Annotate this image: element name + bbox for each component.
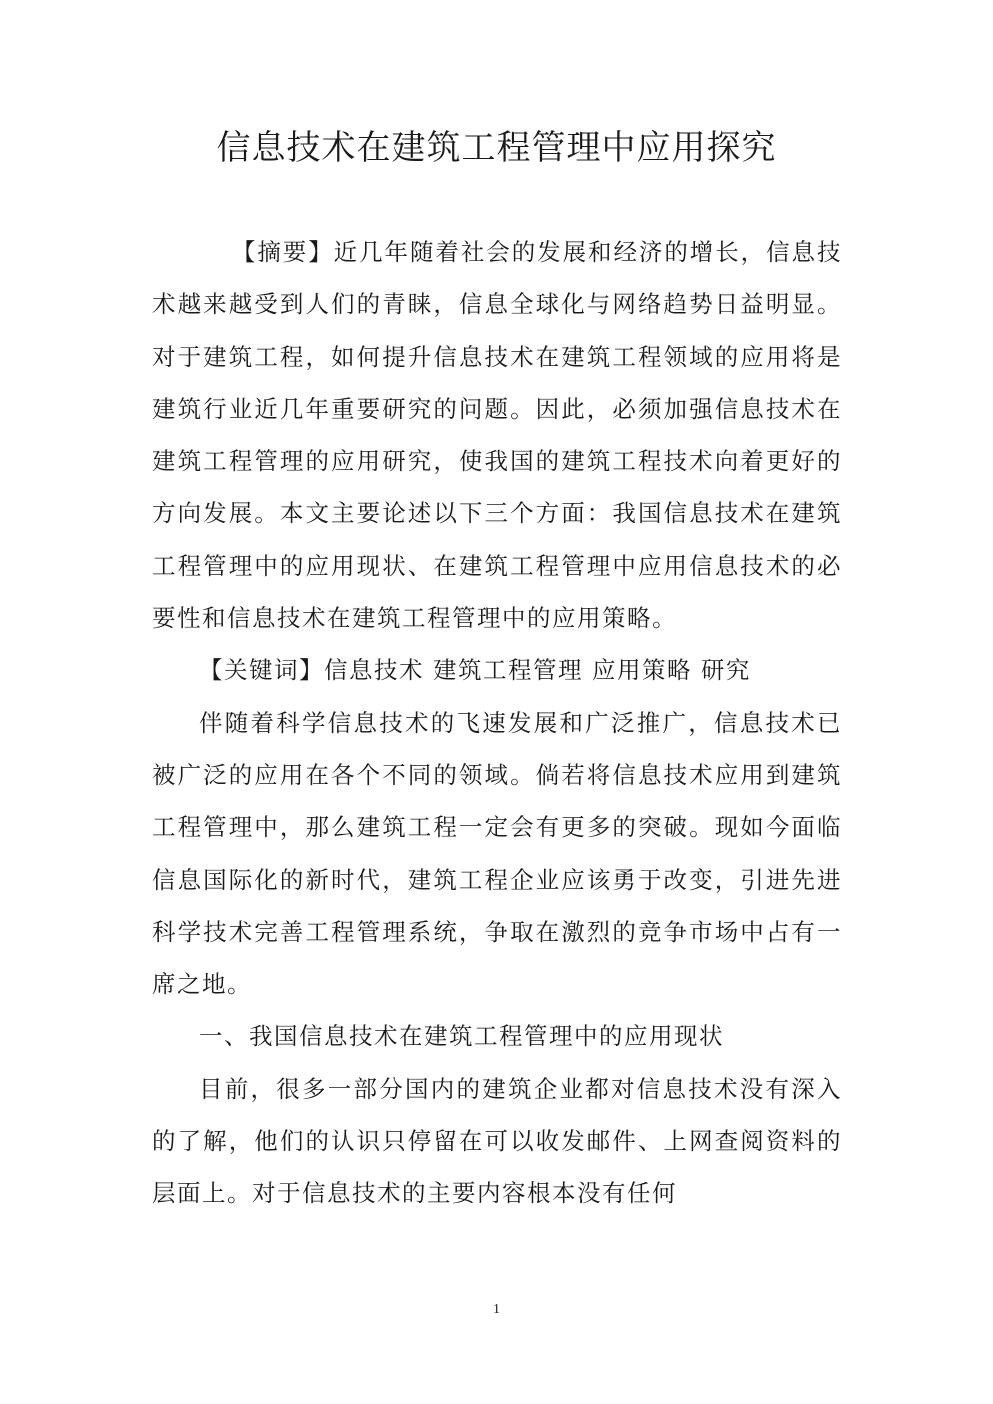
document-title: 信息技术在建筑工程管理中应用探究 [216,128,777,168]
section-paragraph: 目前，很多一部分国内的建筑企业都对信息技术没有深入的了解，他们的认识只停留在可以收发邮件、上网查阅资料的层面上。对于信息技术的主要内容根本没有任何 [152,1074,842,1208]
document-body [152,226,842,1220]
keywords-paragraph: 【关键词】信息技术 建筑工程管理 应用策略 研究 [199,656,751,685]
section-heading: 一、我国信息技术在建筑工程管理中的应用现状 [199,1022,724,1051]
intro-paragraph: 伴随着科学信息技术的飞速发展和广泛推广，信息技术已被广泛的应用在各个不同的领域。倘若将信息技术应用到建筑工程管理中，那么建筑工程一定会有更多的突破。现如今面临信息国际化的新时代，建筑工程企业应该勇于改变，引进先进科学技术完善工程管理系统，争取在激烈的竞争市场中占有一席之地。 [152,708,842,999]
abstract-paragraph: 【摘要】近几年随着社会的发展和经济的增长，信息技术越来越受到人们的青睐，信息全球化与网络趋势日益明显。对于建筑工程，如何提升信息技术在建筑工程领域的应用将是建筑行业近几年重要研究的问题。因此，必须加强信息技术在建筑工程管理的应用研究，使我国的建筑工程技术向着更好的方向发展。本文主要论述以下三个方面：我国信息技术在建筑工程管理中的应用现状、在建筑工程管理中应用信息技术的必要性和信息技术在建筑工程管理中的应用策略。 [152,238,842,633]
page-number: 1 [493,1302,500,1317]
